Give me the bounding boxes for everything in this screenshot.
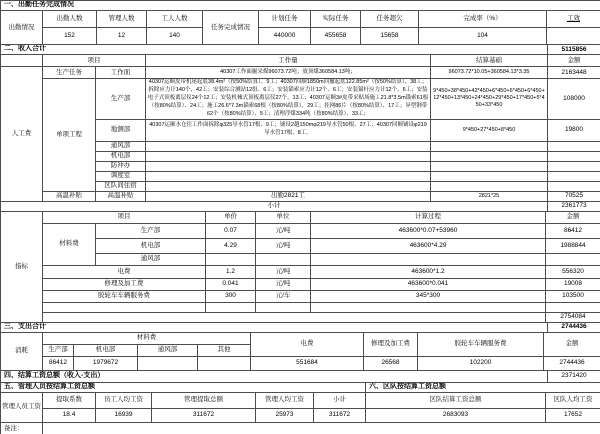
section6-title: 六、区队按结算工资总额	[366, 382, 600, 392]
geology-workload: 40307运顺水仓往工作面拆除φ325导水管17根、9工；铺设2趟150mφ219导水管50根、27工；40307回顺铺设φ219导水管17根、8工。	[146, 119, 431, 141]
indicator-header-amount: 金额	[546, 211, 600, 223]
remark-table	[0, 422, 600, 434]
indicator-label: 指标	[1, 211, 43, 322]
category-hot-subsidy: 高温补贴	[43, 191, 96, 201]
material-mech-label: 机电部	[96, 238, 206, 253]
electricity-unit: 元/吨	[256, 265, 311, 278]
indicator-empty-calc	[311, 302, 546, 312]
dispatch-amount	[548, 171, 600, 181]
consumption-material-label: 材料费	[43, 332, 251, 344]
consumption-amount-value: 2744436	[544, 356, 600, 370]
indicator-table	[0, 211, 600, 323]
hot-subsidy-workload: 出勤2821工	[146, 191, 431, 201]
actual-task-value: 455658	[311, 28, 361, 45]
electricity-amount: 556320	[546, 265, 600, 278]
vehicle-fee-label: 胶轮车车辆服务费	[43, 290, 206, 302]
dispatch-workload	[146, 171, 431, 181]
header-workload: 工作量	[146, 55, 431, 67]
vehicle-fee-price: 300	[206, 290, 256, 302]
mgmt-count-value: 12	[97, 28, 147, 45]
material-mech-price: 4.29	[206, 238, 256, 253]
header-item: 项目	[43, 55, 146, 67]
mgmt-extract-total-value: 311672	[152, 408, 256, 422]
vehicle-fee-amount: 103500	[546, 290, 600, 302]
ventilation-amount	[548, 141, 600, 151]
dept-dispatch-label: 调度室	[96, 171, 146, 181]
efficiency-value	[547, 28, 600, 45]
dept-rockburst-label: 防冲办	[96, 161, 146, 171]
consumption-prod-value: 86412	[43, 356, 74, 370]
attendance-label: 出勤情况	[1, 11, 43, 45]
attendance-count-value: 152	[43, 28, 97, 45]
wage-table	[0, 382, 600, 423]
mechanical-amount	[548, 151, 600, 161]
task-diff-value: 15658	[361, 28, 419, 45]
indicator-header-unit: 单位	[256, 211, 311, 223]
dept-geology-label: 地测部	[96, 119, 146, 141]
header-mgmt-extract-total: 管理提取总额	[152, 392, 256, 408]
repair-label: 修理及加工费	[43, 278, 206, 290]
material-prod-label: 生产部	[96, 223, 206, 238]
header-extract-coef: 提取系数	[43, 392, 96, 408]
header-team-avg-wage: 区队人均工资	[546, 392, 600, 408]
material-prod-calc: 463600*0.07+53960	[311, 223, 546, 238]
material-vent-price	[206, 253, 256, 265]
consumption-header-repair: 修理及加工费	[364, 332, 418, 356]
consumption-header-vehicle: 胶轮车车辆服务费	[418, 332, 544, 356]
rockburst-amount	[548, 161, 600, 171]
header-plan-task: 计划任务	[259, 11, 311, 28]
header-mgmt-count: 管理人数	[97, 11, 147, 28]
rockburst-basis	[431, 161, 548, 171]
electricity-calc: 463600*1.2	[311, 265, 546, 278]
income-table	[0, 54, 600, 212]
consumption-repair-value: 26568	[364, 356, 418, 370]
header-amount: 金额	[548, 55, 600, 67]
dorm-amount	[548, 181, 600, 191]
remark-label: 备注：	[1, 422, 43, 434]
material-mech-unit: 元/吨	[256, 238, 311, 253]
material-prod-amount: 86412	[546, 223, 600, 238]
indicator-header-item: 项目	[43, 211, 206, 223]
income-total-value: 5115856	[548, 45, 600, 55]
header-team-wage-total: 区队结算工资总额	[366, 392, 546, 408]
indicator-empty-unit	[256, 302, 311, 312]
production-amount: 108000	[548, 79, 600, 120]
mechanical-basis	[431, 151, 548, 161]
electricity-label: 电费	[43, 265, 206, 278]
material-vent-amount	[546, 253, 600, 265]
dorm-workload	[146, 181, 431, 191]
hot-subsidy-label: 高温补贴	[96, 191, 146, 201]
header-actual-task: 实际任务	[311, 11, 361, 28]
material-vent-unit	[256, 253, 311, 265]
hot-subsidy-amount: 70525	[548, 191, 600, 201]
repair-amount: 19008	[546, 278, 600, 290]
wage-subtotal-value: 311672	[314, 408, 366, 422]
indicator-empty-price	[206, 302, 256, 312]
geology-basis: 9*450+27*450+8*450	[431, 119, 548, 141]
dept-ventilation-label: 通风部	[96, 141, 146, 151]
material-cost-label: 材料费	[43, 223, 96, 265]
consumption-elec-value: 551684	[251, 356, 364, 370]
workface-workload: 40307工作面掘采煤96073.72吨；放顶煤360584.13吨；	[146, 67, 431, 79]
header-wage-subtotal: 小计	[314, 392, 366, 408]
workface-amount: 2163448	[548, 67, 600, 79]
header-emp-avg-wage: 员工人均工资	[96, 392, 152, 408]
material-mech-amount: 1988844	[546, 238, 600, 253]
extract-coef-value: 18.4	[43, 408, 96, 422]
plan-task-value: 440000	[259, 28, 311, 45]
material-prod-price: 0.07	[206, 223, 256, 238]
repair-calc: 463600*0.041	[311, 278, 546, 290]
remark-value	[43, 422, 600, 434]
section2-title: 二、收入合计	[1, 45, 548, 55]
dept-mechanical-label: 机电部	[96, 151, 146, 161]
production-basis: 9*450+38*450+42*450+6*450+6*450+6*450+12*450+13*450+24*450+29*450+17*450+5*450+33*450	[431, 79, 548, 120]
dispatch-basis	[431, 171, 548, 181]
indicator-header-calc: 计算过程	[311, 211, 546, 223]
indicator-header-price: 单价	[206, 211, 256, 223]
consumption-header-elec: 电费	[251, 332, 364, 356]
consumption-vehicle-value: 102200	[418, 356, 544, 370]
vehicle-fee-unit: 元/车	[256, 290, 311, 302]
section3-title: 三、支出合计	[1, 322, 548, 332]
mechanical-workload	[146, 151, 431, 161]
ventilation-workload	[146, 141, 431, 151]
header-efficiency: 工效	[547, 11, 600, 28]
ventilation-basis	[431, 141, 548, 151]
geology-amount: 19800	[548, 119, 600, 141]
completion-rate-value: 104	[419, 28, 547, 45]
dept-dorm-label: 区队间住宿	[96, 181, 146, 191]
labor-cost-label: 人工费	[1, 67, 43, 202]
electricity-price: 1.2	[206, 265, 256, 278]
consumption-mech-value: 1979672	[74, 356, 138, 370]
mgmt-avg-wage-value: 25973	[256, 408, 314, 422]
section4-title: 四、结算工资总额（收入-支出）	[1, 370, 548, 382]
task-completion-label: 任务完成情况	[203, 11, 259, 45]
production-workload: 40307运顺皮带机尾起底38.4m²（按50%结算）、9工；40307回顺1850m回撤起底122.85m²（按50%结算）、38工；拆除应力计140个、42工；安装综合测站12组、6工；安装锚索应力计12个、6工；安装锚杆应力计12个、6工；安装电子式顶板离层仪24个12工；安装机械式顶板离层仪27个、13工；40307运顺3#皮带采贴场施工21.8*3.5m锚索61根（按80%结算）、24工；施工26.6*7.3m锚索68根（按80%结算）、29工；挂网86片（按80%结算）、17工；异型钢带62个（按80%结算）、5工；清理浮煤334吨（按80%结算）、33工；	[146, 79, 431, 120]
hot-subsidy-basis: 2821*25	[431, 191, 548, 201]
worker-count-value: 140	[147, 28, 203, 45]
income-corner-cell	[1, 55, 43, 67]
consumption-other-value	[198, 356, 251, 370]
consumption-header-other: 其他	[198, 344, 251, 356]
category-single-project: 单项工程	[43, 79, 96, 192]
header-basis: 结算基础	[431, 55, 548, 67]
header-task-diff: 任务超欠	[361, 11, 419, 28]
team-wage-total-value: 2683093	[366, 408, 546, 422]
consumption-label: 消耗	[1, 332, 43, 370]
material-prod-unit: 元/吨	[256, 223, 311, 238]
team-avg-wage-value: 17652	[546, 408, 600, 422]
consumption-header-prod: 生产部	[43, 344, 74, 356]
vehicle-fee-calc: 345*300	[311, 290, 546, 302]
consumption-vent-value	[138, 356, 198, 370]
emp-avg-wage-value: 16939	[96, 408, 152, 422]
material-mech-calc: 463600*4.29	[311, 238, 546, 253]
consumption-header-amount: 金额	[544, 332, 600, 356]
income-subtotal-label: 小计	[1, 201, 548, 211]
attendance-table	[0, 10, 600, 45]
rockburst-workload	[146, 161, 431, 171]
indicator-empty-label	[43, 302, 206, 312]
consumption-table	[0, 332, 600, 371]
header-completion-rate: 完成率（%）	[419, 11, 547, 28]
mgmt-wage-label: 管理人员工资	[1, 392, 43, 422]
section1-title: 一、出勤任务完成情况	[1, 1, 600, 11]
header-mgmt-avg-wage: 管理人均工资	[256, 392, 314, 408]
header-worker-count: 工人人数	[147, 11, 203, 28]
material-vent-label: 通风部	[96, 253, 206, 265]
section5-title: 五、管理人员按结算工资总额	[1, 382, 366, 392]
repair-price: 0.041	[206, 278, 256, 290]
header-attendance-count: 出勤人数	[43, 11, 97, 28]
dept-workface-label: 工作面	[96, 67, 146, 79]
income-subtotal-value: 2361773	[548, 201, 600, 211]
indicator-empty-amount	[546, 302, 600, 312]
dorm-basis	[431, 181, 548, 191]
repair-unit: 元/吨	[256, 278, 311, 290]
consumption-header-vent: 通风部	[138, 344, 198, 356]
consumption-header-mech: 机电部	[74, 344, 138, 356]
settlement-wage-total-value: 2371420	[548, 370, 600, 382]
category-production-task: 生产任务	[43, 67, 96, 79]
dept-production-label: 生产部	[96, 79, 146, 120]
expense-total-value: 2744436	[548, 322, 600, 332]
indicator-total-value: 2754084	[546, 312, 600, 322]
workface-basis: 96073.72*10.05+360584.13*3.35	[431, 67, 548, 79]
material-vent-calc	[311, 253, 546, 265]
indicator-total-spacer	[43, 312, 546, 322]
